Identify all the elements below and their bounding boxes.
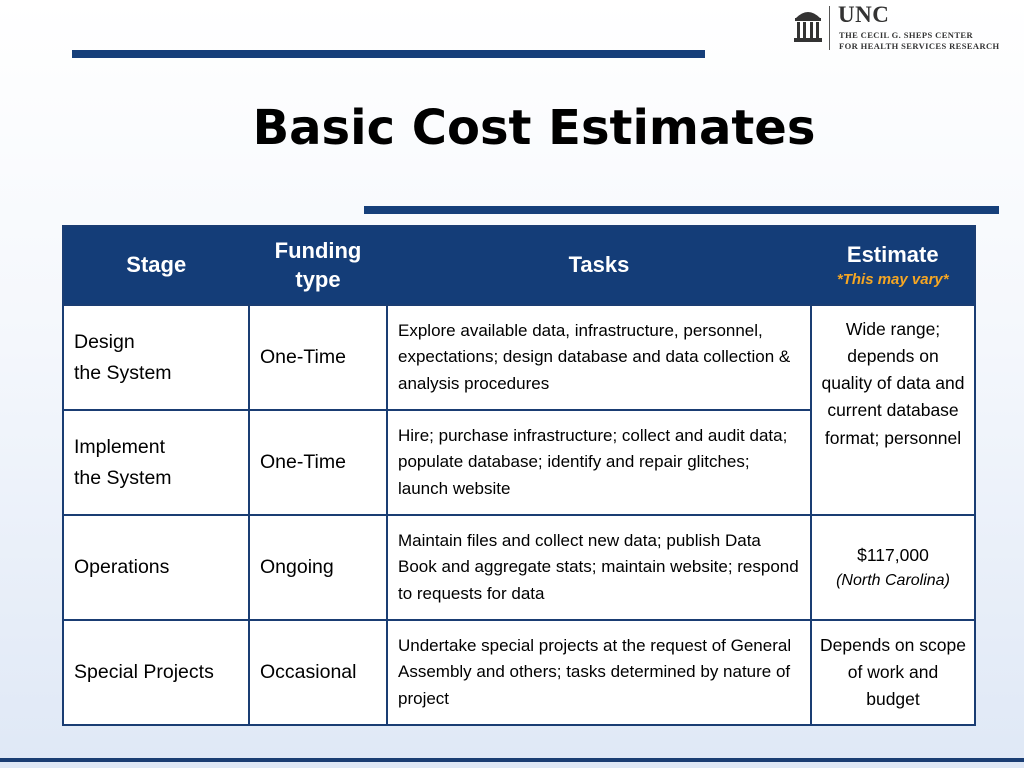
decorative-rule-bottom: [0, 758, 1024, 762]
stage-cell: Special Projects: [63, 620, 249, 725]
decorative-rule-middle: [364, 206, 999, 214]
tasks-cell: Hire; purchase infrastructure; collect and audit data; populate database; identify and repair glitches; launch website: [387, 410, 811, 515]
header-tasks: Tasks: [387, 226, 811, 305]
header-stage: Stage: [63, 226, 249, 305]
logo-subtitle-line1: THE CECIL G. SHEPS CENTER: [839, 30, 973, 40]
cost-estimates-table: [62, 225, 976, 726]
logo-unc-text: UNC: [838, 2, 890, 27]
tasks-cell: Maintain files and collect new data; publish Data Book and aggregate stats; maintain website; respond to requests for data: [387, 515, 811, 620]
header-estimate-label: Estimate: [846, 242, 939, 268]
table-header-row: [63, 226, 975, 305]
header-estimate: [811, 226, 975, 305]
stage-line1: Design: [74, 331, 135, 354]
table-row: [63, 305, 975, 410]
page-title: Basic Cost Estimates: [252, 100, 816, 156]
header-estimate-note: *This may vary*: [836, 271, 949, 289]
stage-cell: Operations: [63, 515, 249, 620]
tasks-cell: Explore available data, infrastructure, personnel, expectations; design database and data collection & analysis procedures: [387, 305, 811, 410]
table-row: [63, 620, 975, 725]
table-row: [63, 515, 975, 620]
funding-cell: Occasional: [249, 620, 387, 725]
stage-cell: [63, 305, 249, 410]
logo-divider: [829, 6, 830, 50]
funding-cell: One-Time: [249, 305, 387, 410]
unc-sheps-logo: [793, 4, 1021, 52]
decorative-rule-top: [72, 50, 705, 58]
funding-cell: One-Time: [249, 410, 387, 515]
stage-line1: Implement: [74, 436, 166, 459]
estimate-cell-merged: Wide range; depends on quality of data and current database format; personnel: [811, 305, 975, 515]
stage-cell: [63, 410, 249, 515]
estimate-value: $117,000: [857, 544, 929, 565]
stage-line2: the System: [74, 466, 172, 489]
funding-cell: Ongoing: [249, 515, 387, 620]
tasks-cell: Undertake special projects at the request of General Assembly and others; tasks determined by nature of project: [387, 620, 811, 725]
header-funding-type: Funding type: [249, 226, 387, 305]
estimate-cell: [811, 515, 975, 620]
old-well-icon: [793, 6, 823, 44]
logo-subtitle-line2: FOR HEALTH SERVICES RESEARCH: [839, 41, 1000, 51]
estimate-cell: Depends on scope of work and budget: [811, 620, 975, 725]
stage-line2: the System: [74, 361, 172, 384]
estimate-note: (North Carolina): [836, 571, 950, 589]
